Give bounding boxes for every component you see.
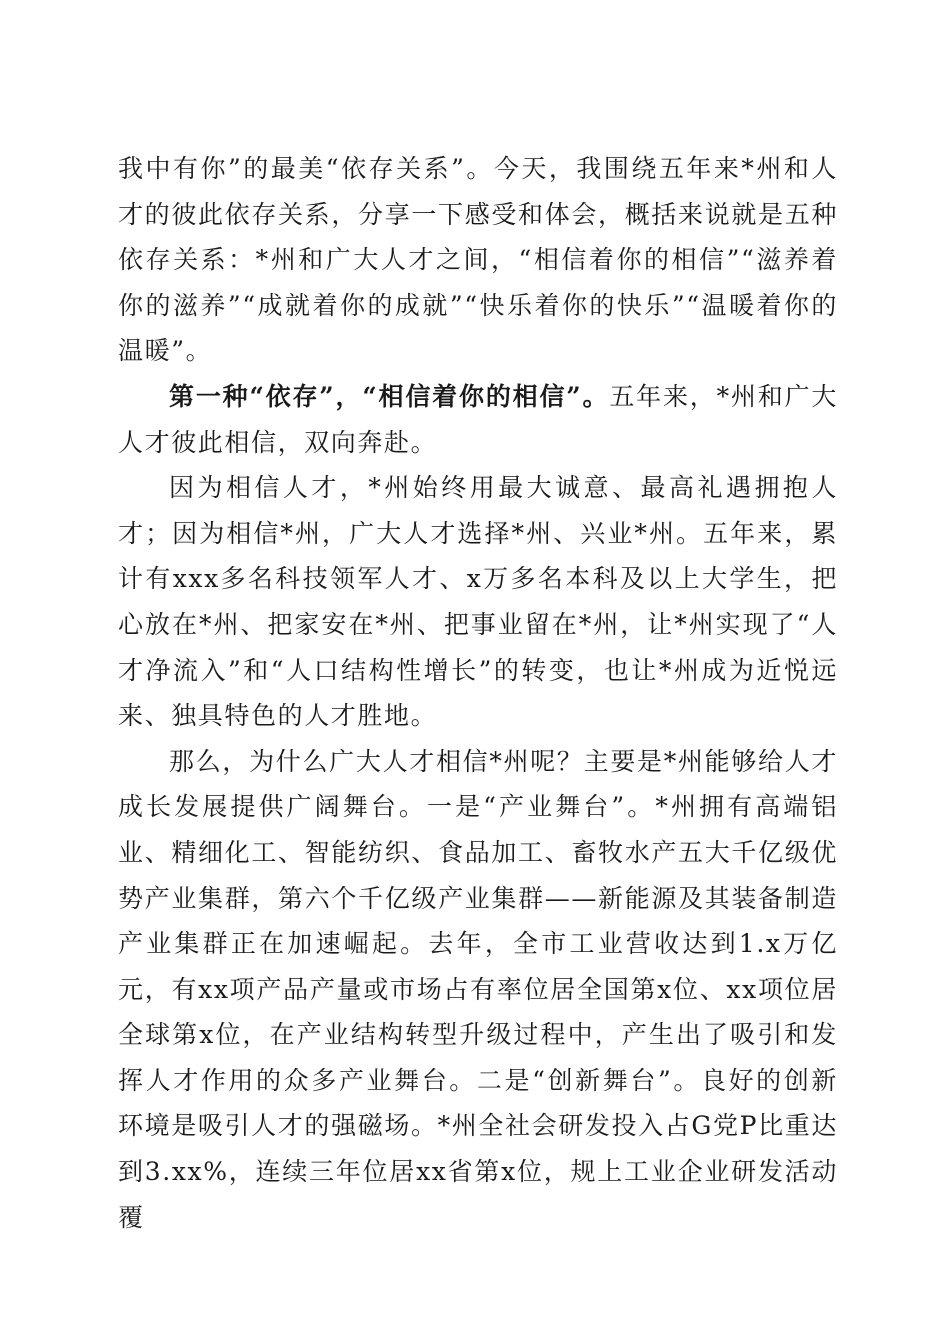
paragraph-2-heading: 第一种“依存”，“相信着你的相信”。	[169, 381, 610, 411]
paragraph-4	[118, 739, 838, 1241]
paragraph-4-text: 那么，为什么广大人才相信*州呢？主要是*州能够给人才成长发展提供广阔舞台。一是“产业舞台”。*州拥有高端铝业、精细化工、智能纺织、食品加工、畜牧水产五大千亿级优势产业集群，第六个千亿级产业集群——新能源及其装备制造产业集群正在加速崛起。去年，全市工业营收达到1.x万亿元，有xx项产品产量或市场占有率位居全国第x位、xx项位居全球第x位，在产业结构转型升级过程中，产生出了吸引和发挥人才作用的众多产业舞台。二是“创新舞台”。良好的创新环境是吸引人才的强磁场。*州全社会研发投入占G党P比重达到3.xx%，连续三年位居xx省第x位，规上工业企业研发活动覆	[118, 746, 838, 1232]
document-body	[118, 146, 838, 1240]
paragraph-1-text: 我中有你”的最美“依存关系”。今天，我围绕五年来*州和人才的彼此依存关系，分享一下感受和体会，概括来说就是五种依存关系：*州和广大人才之间，“相信着你的相信”“滋养着你的滋养”“成就着你的成就”“快乐着你的快乐”“温暖着你的温暖”。	[118, 154, 838, 366]
paragraph-3	[118, 465, 838, 739]
paragraph-3-text: 因为相信人才，*州始终用最大诚意、最高礼遇拥抱人才；因为相信*州，广大人才选择*州、兴业*州。五年来，累计有xxx多名科技领军人才、x万多名本科及以上大学生，把心放在*州、把家安在*州、把事业留在*州，让*州实现了“人才净流入”和“人口结构性增长”的转变，也让*州成为近悦远来、独具特色的人才胜地。	[118, 473, 838, 731]
paragraph-1	[118, 146, 838, 374]
paragraph-2-text: 五年来，*州和广大人才彼此相信，双向奔赴。	[118, 381, 838, 457]
paragraph-2	[118, 374, 838, 465]
